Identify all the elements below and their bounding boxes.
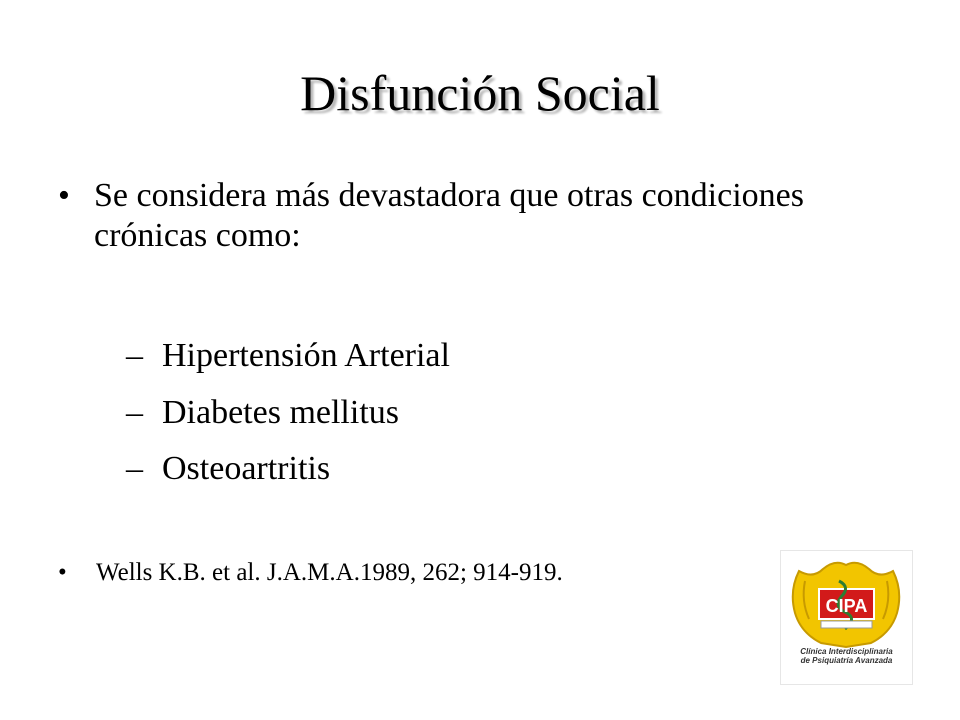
reference-text: Wells K.B. et al. J.A.M.A.1989, 262; 914-919. <box>96 559 563 586</box>
logo-caption <box>781 647 912 665</box>
sub-item-text: Osteoartritis <box>162 450 331 487</box>
reference-marker: • <box>58 559 67 586</box>
bullet-text: Se considera más devastadora que otras condiciones crónicas como: <box>94 177 804 254</box>
sub-marker: – <box>126 394 143 431</box>
reference <box>58 558 563 588</box>
sub-item-text: Diabetes mellitus <box>162 394 400 431</box>
sub-marker: – <box>126 337 143 374</box>
bullet-marker: • <box>58 177 70 214</box>
sub-item <box>126 393 399 433</box>
sub-marker: – <box>126 450 143 487</box>
logo-caption-line2: de Psiquiatría Avanzada <box>800 656 893 665</box>
sub-item-text: Hipertensión Arterial <box>162 337 450 374</box>
main-bullet <box>58 176 818 256</box>
logo-caption-line1: Clínica Interdisciplinaria <box>800 647 893 656</box>
sub-item <box>126 336 450 376</box>
slide-title: Disfunción Social <box>300 65 660 121</box>
sub-item <box>126 449 330 489</box>
logo-acronym: CIPA <box>825 596 868 616</box>
clinic-logo <box>780 550 913 685</box>
